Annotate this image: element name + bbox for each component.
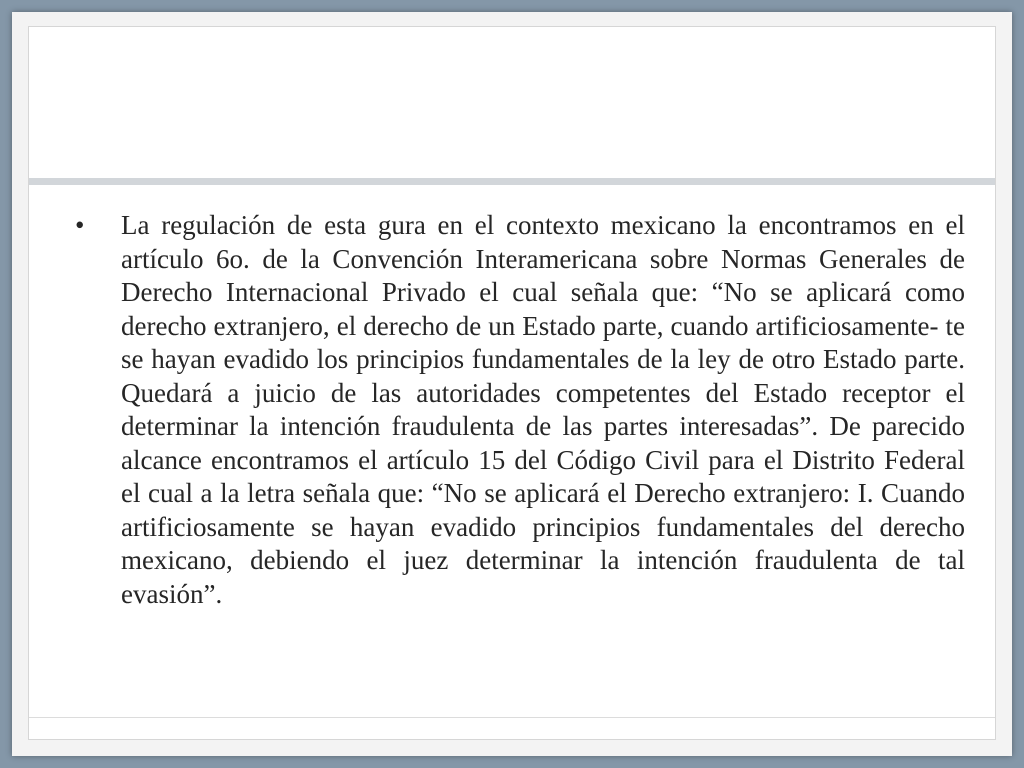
- slide-frame: [12, 12, 1012, 756]
- bullet-marker: •: [75, 210, 85, 240]
- title-divider: [29, 178, 995, 185]
- bullet-text: La regulación de esta gura en el contexto mexicano la encontramos en el artículo 6o. de la Convención Interamericana sobre Normas Generales de Derecho Internacional Privado el cual señala que: “No se aplicará como derecho extranjero, el derecho de un Estado parte, cuando artificiosamente- te se hayan evadido los principios fundamentales de la ley de otro Estado parte. Quedará a juicio de las autoridades competentes del Estado receptor el determinar la intención fraudulenta de las partes interesadas”. De parecido alcance encontramos el artículo 15 del Código Civil para el Distrito Federal el cual a la letra señala que: “No se aplicará el Derecho extranjero: I. Cuando artificiosamente se hayan evadido principios fundamentales del derecho mexicano, debiendo el juez determinar la intención fraudulenta de tal evasión”.: [121, 210, 965, 609]
- footer-divider: [29, 717, 995, 718]
- slide: [28, 26, 996, 740]
- bullet-item: [75, 209, 965, 611]
- slide-title-area: [29, 27, 995, 177]
- slide-body: [75, 209, 965, 611]
